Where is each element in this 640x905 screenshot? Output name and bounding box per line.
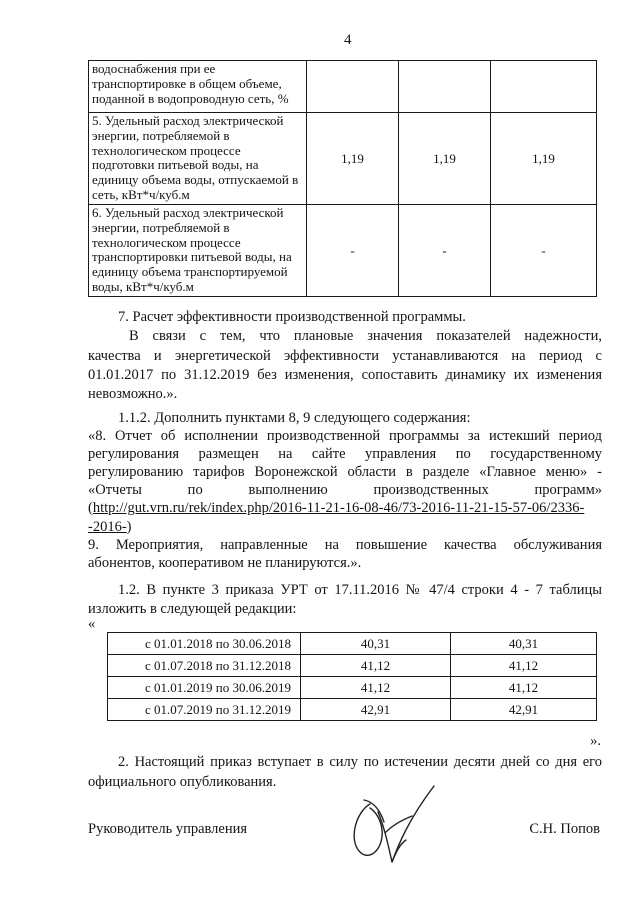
label-line: водоснабжения при ее — [92, 61, 216, 76]
tariff-cell: 41,12 — [301, 655, 451, 677]
label-line: технологическом процессе — [92, 142, 241, 158]
period-cell: с 01.07.2018 по 31.12.2018 — [108, 655, 301, 677]
tariff-cell: 42,91 — [301, 699, 451, 721]
item-intro: 1.1.2. Дополнить пунктами 8, 9 следующего содержания: — [118, 410, 471, 426]
period-cell: с 01.01.2018 по 30.06.2018 — [108, 633, 301, 655]
table-row — [89, 113, 597, 205]
label-line: единицу объема воды, отпускаемой в — [92, 172, 299, 188]
report-link: http://gut.vrn.ru/rek/index.php/2016-11-21-16-08-46/73-2016-11-21-15-57-06/2336- — [92, 500, 585, 517]
page-number: 4 — [344, 32, 352, 48]
label-line: энергии, потребляемой в — [92, 219, 230, 235]
paragraph-line: изложить в следующей редакции: — [88, 601, 297, 617]
item-1-1-2 — [88, 409, 602, 572]
table-row — [89, 205, 597, 297]
table-row — [89, 61, 597, 113]
label-line: воды, кВт*ч/куб.м — [92, 278, 194, 294]
position-title: Руководитель управления — [88, 821, 248, 837]
table-row — [108, 655, 597, 677]
paragraph-line: регулированию тарифов Воронежской области в разделе «Главное меню» - — [88, 464, 602, 481]
tariff-cell: 40,31 — [451, 633, 597, 655]
value-cell — [307, 61, 399, 113]
label-line: транспортировке в общем объеме, — [92, 75, 282, 91]
paren-open: ( — [88, 500, 93, 517]
paragraph-line: 2. Настоящий приказ вступает в силу по истечении десяти дней со дня его — [118, 754, 602, 770]
item-1-2 — [88, 581, 602, 619]
table-row — [108, 633, 597, 655]
value-cell: - — [399, 205, 491, 297]
link-line — [88, 518, 602, 536]
quote-close-mark: ». — [590, 733, 601, 749]
label-line: 5. Удельный расход электрической — [92, 113, 284, 128]
signer-name: С.Н. Попов — [529, 821, 600, 837]
tariff-cell: 41,12 — [451, 677, 597, 699]
section-7 — [88, 308, 602, 404]
value-cell: - — [307, 205, 399, 297]
value-cell — [399, 61, 491, 113]
tariff-cell: 42,91 — [451, 699, 597, 721]
report-link-continued: -2016- — [88, 518, 127, 535]
period-cell: с 01.01.2019 по 30.06.2019 — [108, 677, 301, 699]
value-cell: 1,19 — [399, 113, 491, 205]
paragraph-line: 1.2. В пункте 3 приказа УРТ от 17.11.2016 № 47/4 строки 4 - 7 таблицы — [118, 582, 602, 598]
paragraph-line: качества и энергетической эффективности устанавливаются на период с — [88, 347, 602, 364]
label-line: технологическом процессе — [92, 234, 241, 250]
section-heading: 7. Расчет эффективности производственной программы. — [118, 309, 466, 325]
period-cell: с 01.07.2019 по 31.12.2019 — [108, 699, 301, 721]
indicator-label-cell — [89, 113, 307, 205]
link-line — [88, 499, 602, 517]
indicators-table — [88, 60, 597, 297]
paragraph-line: регулирования размещен на сайте управления по государственному — [88, 446, 602, 463]
value-cell: 1,19 — [307, 113, 399, 205]
value-cell — [491, 61, 597, 113]
paragraph-line: абонентов, кооперативом не планируются.». — [88, 554, 362, 571]
paragraph-line: 9. Мероприятия, направленные на повышение качества обслуживания — [88, 536, 602, 553]
tariff-cell: 40,31 — [301, 633, 451, 655]
paragraph-line: невозможно.». — [88, 386, 178, 403]
tariff-table — [107, 632, 597, 721]
paragraph-line: 01.01.2017 по 31.12.2019 без изменения, сопоставить динамику их изменения — [88, 366, 602, 383]
value-cell: - — [491, 205, 597, 297]
label-line: единицу объема транспортируемой — [92, 264, 288, 280]
tariff-cell: 41,12 — [301, 677, 451, 699]
label-line: энергии, потребляемой в — [92, 127, 230, 143]
label-line: подготовки питьевой воды, на — [92, 157, 259, 173]
table-row — [108, 699, 597, 721]
label-line: сеть, кВт*ч/куб.м — [92, 186, 190, 202]
paragraph-line: «8. Отчет об исполнении производственной программы за истекший период — [88, 428, 602, 445]
label-line: 6. Удельный расход электрической — [92, 205, 284, 220]
value-cell: 1,19 — [491, 113, 597, 205]
paragraph-line: В связи с тем, что плановые значения показателей надежности, — [129, 328, 602, 345]
indicator-label-cell — [89, 205, 307, 297]
label-line: поданной в водопроводную сеть, % — [92, 90, 289, 106]
label-line: транспортировки питьевой воды, на — [92, 249, 292, 265]
tariff-cell: 41,12 — [451, 655, 597, 677]
indicator-label-cell — [89, 61, 307, 113]
quote-open-mark: « — [88, 616, 96, 632]
paren-close: ) — [126, 518, 132, 535]
paragraph-line: официального опубликования. — [88, 774, 277, 790]
table-row — [108, 677, 597, 699]
paragraph-line: «Отчеты по выполнению производственных программ» — [88, 482, 602, 499]
